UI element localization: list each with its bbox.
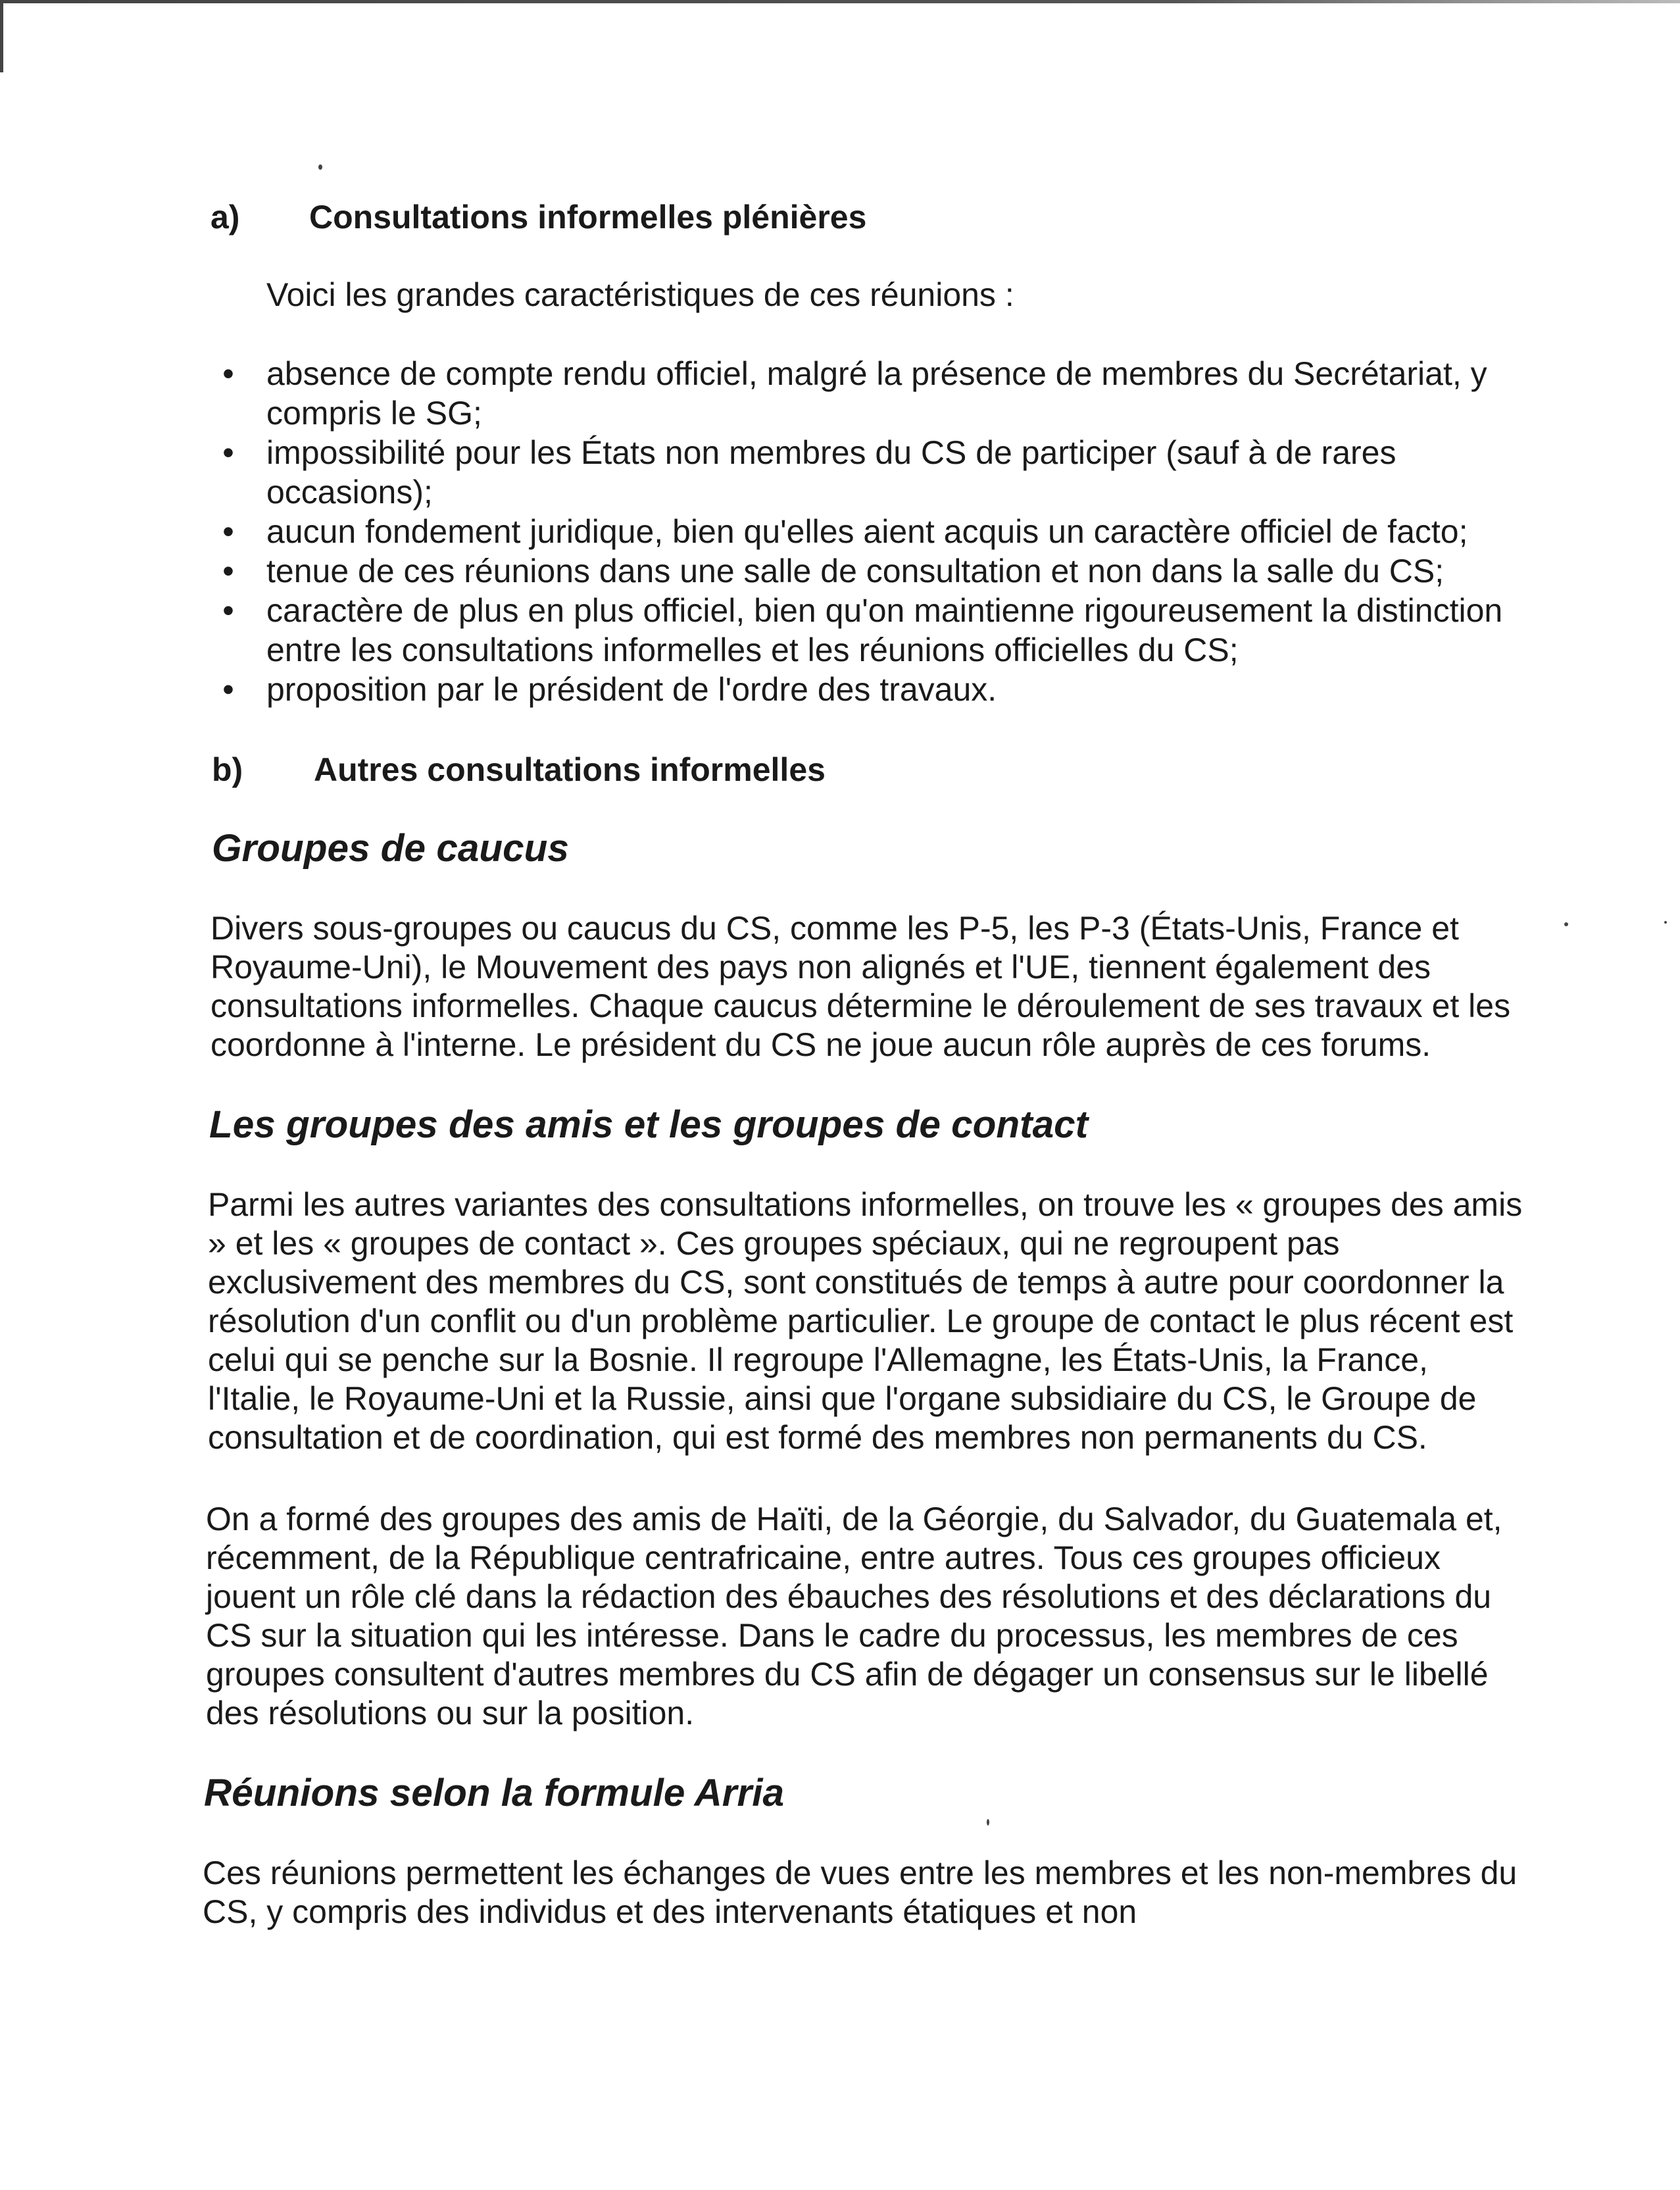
list-item [197,551,1526,591]
document-body [197,197,1526,1931]
list-item [197,512,1526,551]
bullet-icon: • [222,355,234,392]
section-b-heading [197,750,1526,789]
section-a-intro: Voici les grandes caractéristiques de ces réunions : [266,276,1014,313]
scan-border-top [0,0,1680,3]
bullet-icon: • [222,434,234,471]
scan-speck [1564,922,1568,926]
section-a-title: Consultations informelles plénières [309,199,867,236]
section-a-label: a) [210,199,240,236]
list-item-text: tenue de ces réunions dans une salle de consultation et non dans la salle du CS; [266,553,1445,589]
bullet-icon: • [222,553,234,589]
list-item-text: impossibilité pour les États non membres du CS de participer (sauf à de rares occasions); [266,434,1396,510]
list-item-text: proposition par le président de l'ordre des travaux. [266,671,997,708]
list-item [197,354,1526,433]
characteristics-list [197,354,1526,709]
scan-border-left [0,0,3,72]
friends-groups-heading: Les groupes des amis et les groupes de contact [209,1103,1089,1146]
scan-speck [1664,921,1667,924]
bullet-icon: • [222,671,234,708]
list-item [197,591,1526,670]
section-a-heading [197,197,1526,237]
bullet-icon: • [222,513,234,550]
section-b-label: b) [212,751,243,788]
friends-groups-paragraph: Parmi les autres variantes des consultations informelles, on trouve les « groupes des amis » et les « groupes de contact ». Ces groupes spéciaux, qui ne regroupent pas exclusivement des membres du CS, sont constitués de temps à autre pour coordonner la résolution d'un conflit ou d'un problème particulier. Le groupe de contact le plus récent est celui qui se penche sur la Bosnie. Il regroupe l'Allemagne, les États-Unis, la France, l'Italie, le Royaume-Uni et la Russie, ainsi que l'organe subsidiaire du CS, le Groupe de consultation et de coordination, qui est formé des membres non permanents du CS. [208,1186,1523,1456]
friends-groups-paragraph-2: On a formé des groupes des amis de Haïti, de la Géorgie, du Salvador, du Guatemala et, récemment, de la République centrafricaine, entre autres. Tous ces groupes officieux jouent un rôle clé dans la rédaction des ébauches des résolutions et des déclarations du CS sur la situation qui les intéresse. Dans le cadre du processus, les membres de ces groupes consultent d'autres membres du CS afin de dégager un consensus sur le libellé des résolutions ou sur la position. [206,1501,1502,1731]
list-item-text: absence de compte rendu officiel, malgré la présence de membres du Secrétariat, y compris le SG; [266,355,1487,432]
bullet-icon: • [222,592,234,629]
list-item [197,433,1526,512]
caucus-paragraph: Divers sous-groupes ou caucus du CS, comme les P-5, les P-3 (États-Unis, France et Royaume-Uni), le Mouvement des pays non alignés et l'UE, tiennent également des consultations informelles. Chaque caucus détermine le déroulement de ses travaux et les coordonne à l'interne. Le président du CS ne joue aucun rôle auprès de ces forums. [210,910,1511,1063]
caucus-heading: Groupes de caucus [212,827,569,870]
list-item-text: caractère de plus en plus officiel, bien qu'on maintienne rigoureusement la distinction entre les consultations informelles et les réunions officielles du CS; [266,592,1503,668]
list-item-text: aucun fondement juridique, bien qu'elles aient acquis un caractère officiel de facto; [266,513,1468,550]
section-b-title: Autres consultations informelles [314,751,826,788]
arria-paragraph: Ces réunions permettent les échanges de vues entre les membres et les non-membres du CS, y compris des individus et des intervenants étatiques et non [203,1854,1518,1930]
arria-heading: Réunions selon la formule Arria [204,1772,785,1814]
list-item [197,670,1526,709]
scan-speck [318,164,322,170]
